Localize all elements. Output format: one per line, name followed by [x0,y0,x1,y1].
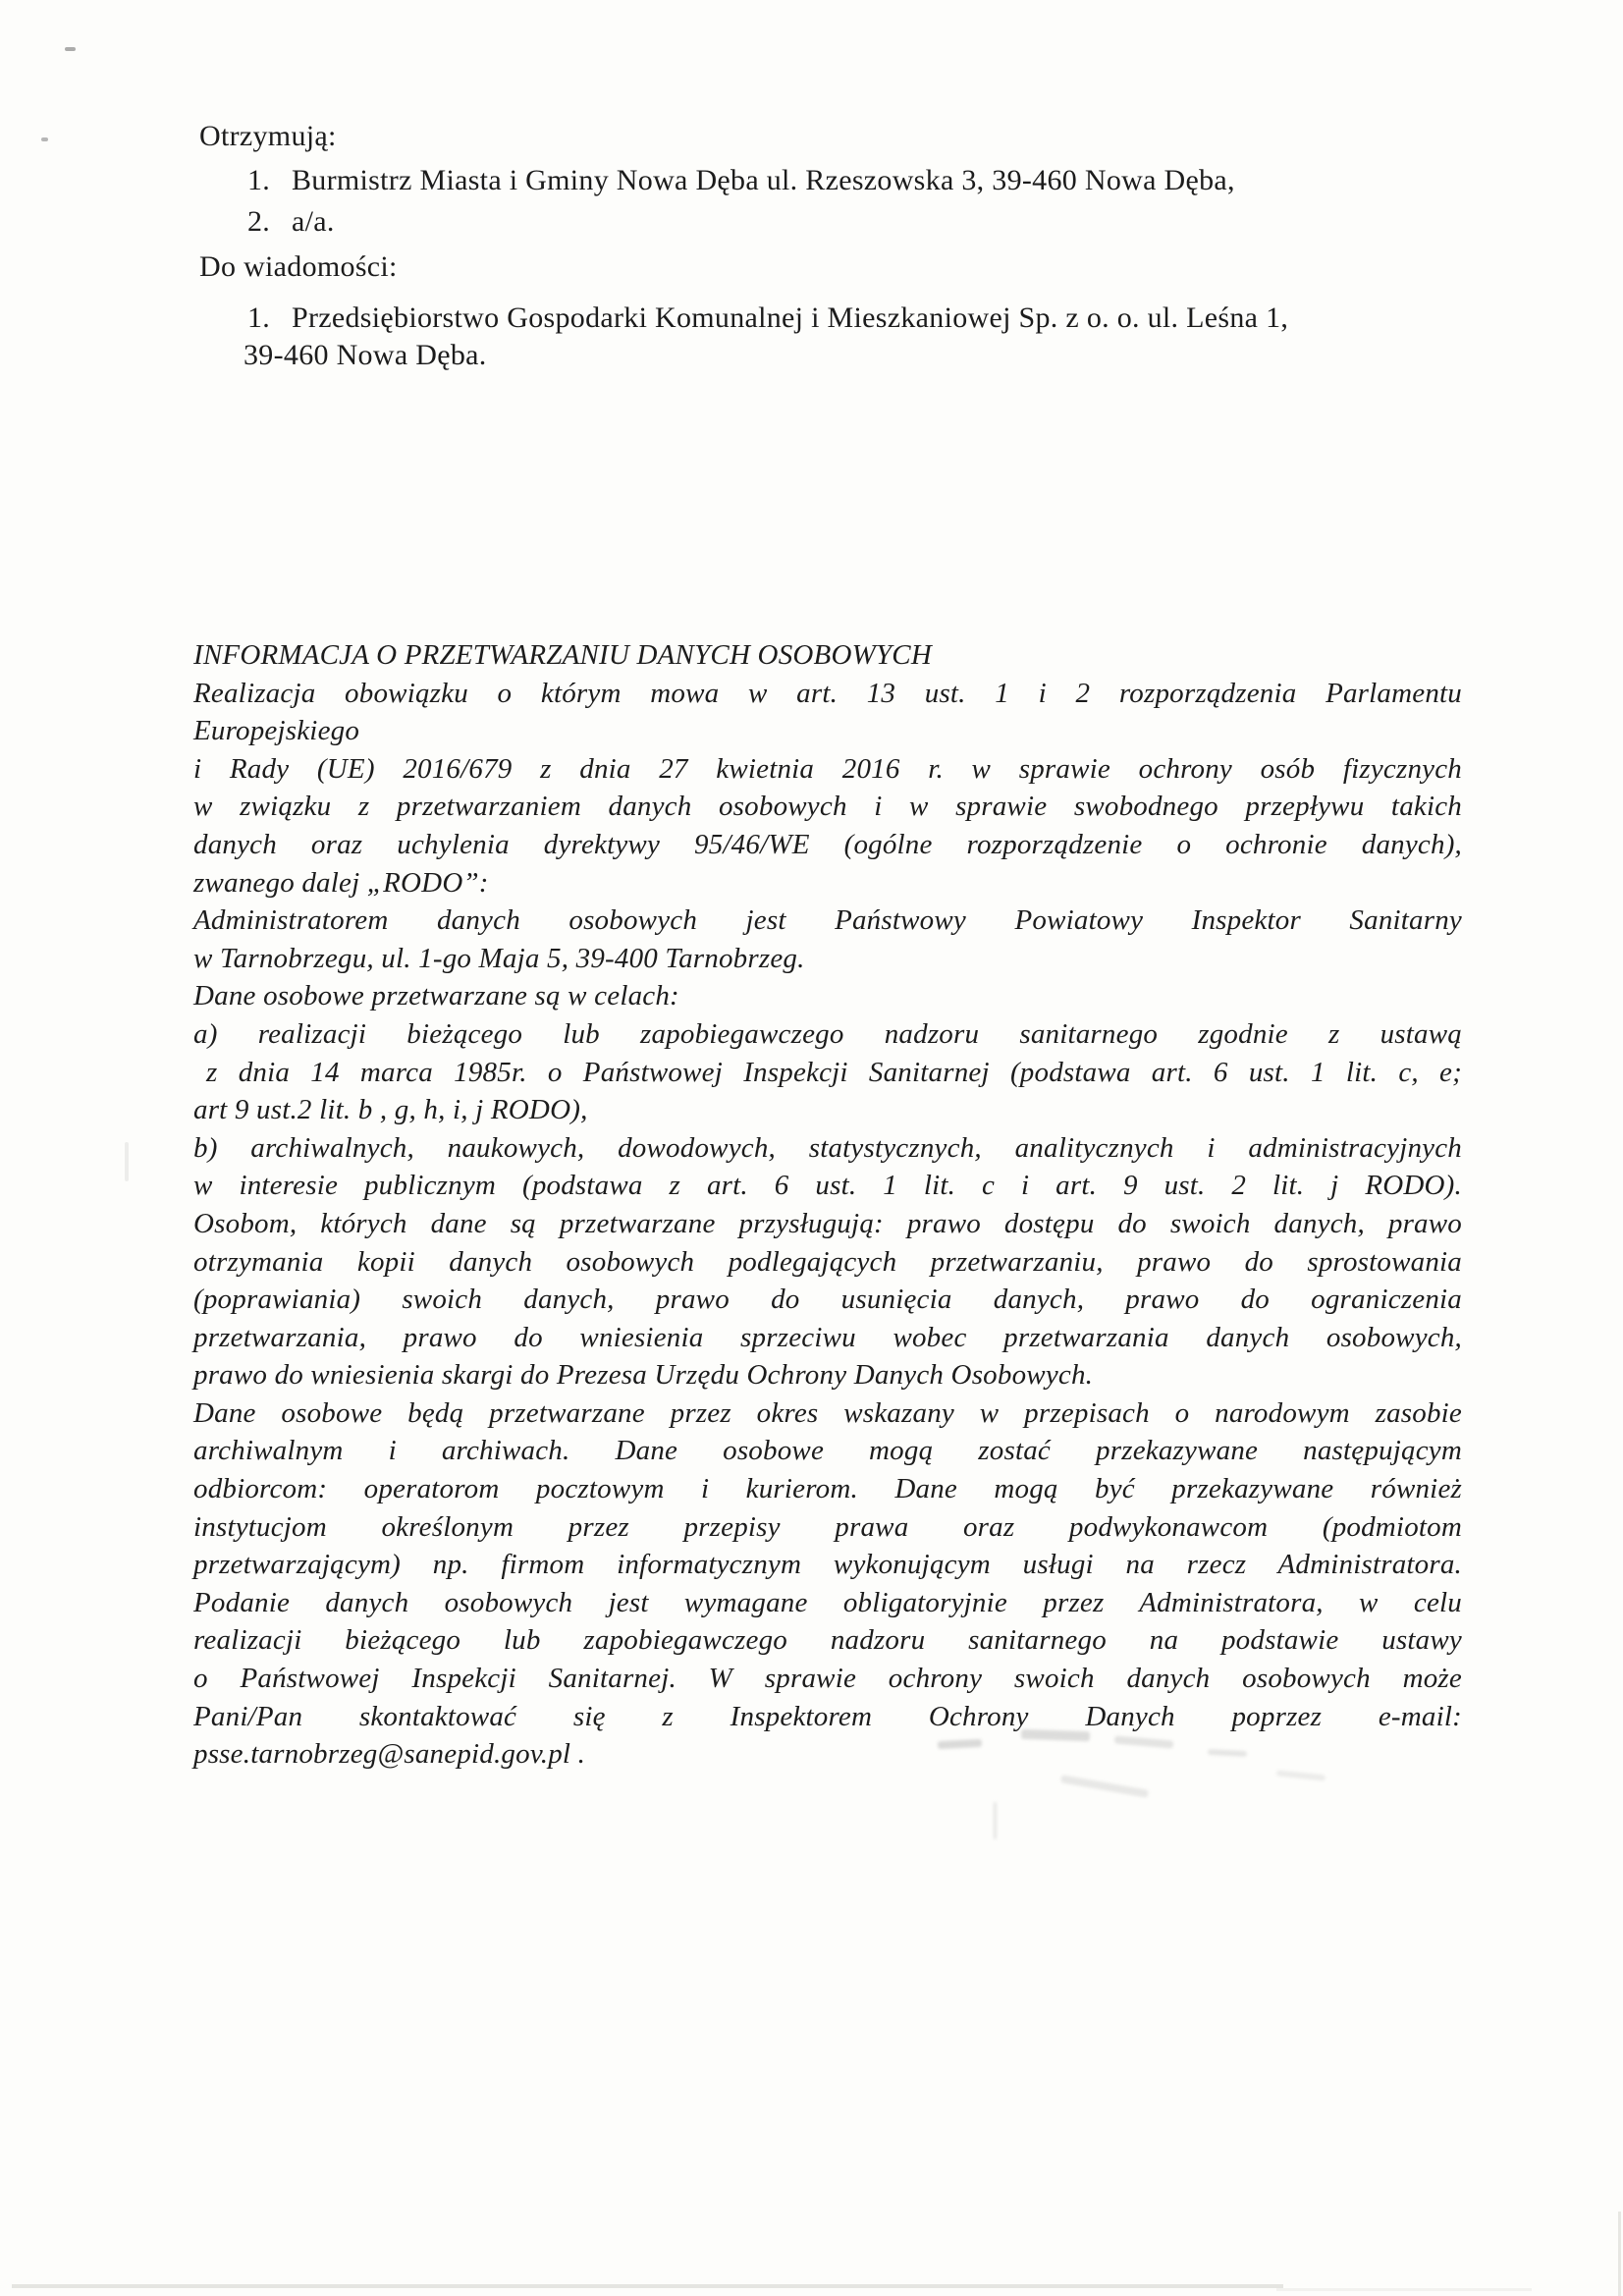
rodo-line: i Rady (UE) 2016/679 z dnia 27 kwietnia 2016 r. w sprawie ochrony osób fizycznych [193,752,1462,785]
recipient-item [247,204,335,240]
scan-smudge [1060,1775,1149,1798]
rodo-line: (poprawiania) swoich danych, prawo do usunięcia danych, prawo do ograniczenia [193,1284,1462,1316]
cc-heading: Do wiadomości: [199,250,398,283]
rodo-line: Europejskiego [193,715,360,747]
recipient-number: 1. [247,164,271,196]
rodo-line: Realizacja obowiązku o którym mowa w art. 13 ust. 1 i 2 rozporządzenia Parlamentu [193,677,1462,709]
rodo-line: w interesie publicznym (podstawa z art. 6 ust. 1 lit. c i art. 9 ust. 2 lit. j RODO). [193,1170,1462,1202]
recipient-text: Burmistrz Miasta i Gminy Nowa Dęba ul. Rzeszowska 3, 39-460 Nowa Dęba, [292,164,1235,196]
rodo-line: w związku z przetwarzaniem danych osobowych i w sprawie swobodnego przepływu takich [193,791,1462,823]
cc-item-number: 1. [247,301,271,334]
scan-speckle [125,1142,129,1181]
rodo-line: Dane osobowe przetwarzane są w celach: [193,980,679,1012]
recipients-heading: Otrzymują: [199,120,337,152]
rodo-notice [193,636,1462,1774]
rodo-line: z dnia 14 marca 1985r. o Państwowej Inspekcji Sanitarnej (podstawa art. 6 ust. 1 lit. c, e; [206,1056,1462,1088]
scan-speckle [41,137,48,141]
rodo-line: danych oraz uchylenia dyrektywy 95/46/WE (ogólne rozporządzenie o ochronie danych), [193,828,1462,860]
rodo-line: otrzymania kopii danych osobowych podlegających przetwarzaniu, prawo do sprostowania [193,1245,1462,1278]
recipient-number: 2. [247,205,271,238]
rodo-line: Administratorem danych osobowych jest Państwowy Powiatowy Inspektor Sanitarny [193,904,1462,937]
cc-item-line1: Przedsiębiorstwo Gospodarki Komunalnej i Mieszkaniowej Sp. z o. o. ul. Leśna 1, [292,301,1289,334]
rodo-line: odbiorcom: operatorom pocztowym i kurierom. Dane mogą być przekazywane również [193,1473,1462,1505]
rodo-line: realizacji bieżącego lub zapobiegawczego nadzoru sanitarnego na podstawie ustawy [193,1624,1462,1657]
rodo-line: zwanego dalej „RODO”: [193,866,489,899]
scan-edge-line-bottom [1276,2288,1532,2291]
rodo-line: Osobom, których dane są przetwarzane przysługują: prawo dostępu do swoich danych, prawo [193,1207,1462,1239]
rodo-line: art 9 ust.2 lit. b , g, h, i, j RODO), [193,1094,588,1126]
cc-item [247,301,1288,336]
rodo-line: przetwarzania, prawo do wniesienia sprzeciwu wobec przetwarzania danych osobowych, [193,1321,1462,1353]
rodo-line: przetwarzającym) np. firmom informatycznym wykonującym usługi na rzecz Administratora. [193,1549,1462,1581]
scan-smudge [994,1802,997,1839]
rodo-line: w Tarnobrzegu, ul. 1-go Maja 5, 39-400 Tarnobrzeg. [193,942,805,974]
rodo-line: psse.tarnobrzeg@sanepid.gov.pl . [193,1738,586,1771]
rodo-line: Podanie danych osobowych jest wymagane obligatoryjnie przez Administratora, w celu [193,1586,1462,1618]
rodo-line: Dane osobowe będą przetwarzane przez okres wskazany w przepisach o narodowym zasobie [193,1396,1462,1429]
recipient-text: a/a. [292,205,335,238]
scan-speckle [65,47,76,51]
scan-edge-line-bottom [12,2284,1283,2288]
rodo-line: o Państwowej Inspekcji Sanitarnej. W sprawie ochrony swoich danych osobowych może [193,1663,1462,1695]
rodo-title: INFORMACJA O PRZETWARZANIU DANYCH OSOBOWYCH [193,639,932,671]
cc-item-line2: 39-460 Nowa Dęba. [243,339,487,371]
rodo-line: a) realizacji bieżącego lub zapobiegawczego nadzoru sanitarnego zgodnie z ustawą [193,1017,1462,1050]
rodo-line: b) archiwalnych, naukowych, dowodowych, statystycznych, analitycznych i administracyjnych [193,1131,1462,1164]
scan-edge-line-right [1618,2212,1621,2296]
rodo-line: archiwalnym i archiwach. Dane osobowe mogą zostać przekazywane następującym [193,1435,1462,1467]
rodo-line: instytucjom określonym przez przepisy prawa oraz podwykonawcom (podmiotom [193,1510,1462,1543]
rodo-line: Pani/Pan skontaktować się z Inspektorem Ochrony Danych poprzez e-mail: [193,1700,1462,1732]
rodo-line: prawo do wniesienia skargi do Prezesa Urzędu Ochrony Danych Osobowych. [193,1359,1094,1392]
recipient-item [247,163,1235,198]
